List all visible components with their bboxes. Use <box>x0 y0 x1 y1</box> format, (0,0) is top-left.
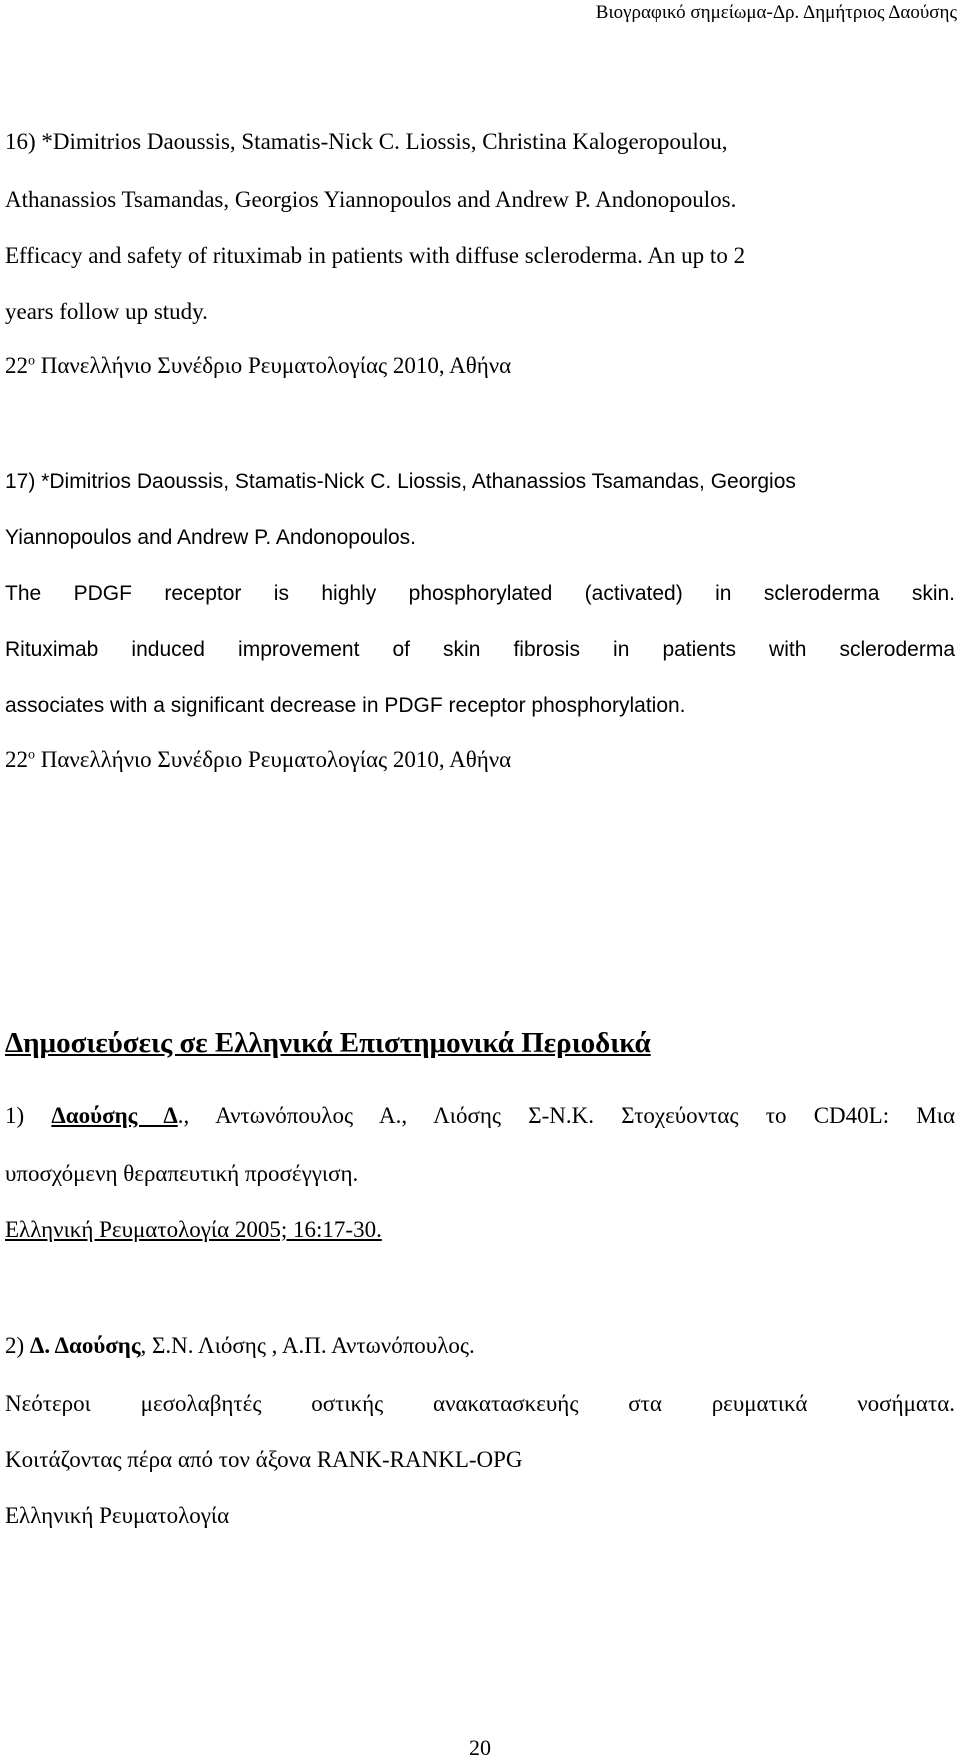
pub-title-start: Στοχεύοντας το CD40L: Μια <box>621 1103 955 1128</box>
entry-number: 2) <box>5 1333 30 1358</box>
entry-number: 1) <box>5 1103 52 1128</box>
entry-17-line-5: associates with a significant decrease in PDGF receptor phosphorylation. <box>5 694 686 717</box>
entry-17-line-4: Rituximab induced improvement of skin fibrosis in patients with scleroderma <box>5 638 955 661</box>
venue-text: Πανελλήνιο Συνέδριο Ρευματολογίας 2010, Αθήνα <box>35 353 512 378</box>
authors-rest: , Σ.Ν. Λιόσης , Α.Π. Αντωνόπουλος. <box>140 1333 475 1358</box>
entry-17-line-3: The PDGF receptor is highly phosphorylated (activated) in scleroderma skin. <box>5 582 955 605</box>
greek-pub-2-journal: Ελληνική Ρευματολογία <box>5 1503 230 1528</box>
entry-17-line-1: 17) *Dimitrios Daoussis, Stamatis-Nick C. Liossis, Athanassios Tsamandas, Georgios <box>5 470 796 493</box>
entry-17-venue <box>5 746 511 774</box>
venue-number: 22 <box>5 353 28 378</box>
greek-pub-1-journal: Ελληνική Ρευματολογία 2005; 16:17-30. <box>5 1217 382 1242</box>
venue-number: 22 <box>5 747 28 772</box>
authors-rest: ., Αντωνόπουλος Α., Λιόσης Σ-Ν.Κ. <box>177 1103 594 1128</box>
venue-ordinal: ο <box>28 353 35 369</box>
running-header: Βιογραφικό σημείωμα-Δρ. Δημήτριος Δαούσης <box>595 2 957 23</box>
highlighted-author: Δ. Δαούσης <box>29 1333 141 1358</box>
section-heading: Δημοσιεύσεις σε Ελληνικά Επιστημονικά Περιοδικά <box>5 1027 651 1059</box>
venue-ordinal: ο <box>28 747 35 763</box>
entry-16-line-3: Efficacy and safety of rituximab in patients with diffuse scleroderma. An up to 2 <box>5 243 746 268</box>
highlighted-author: Δαούσης Δ <box>51 1103 178 1128</box>
greek-pub-1-title-cont: υποσχόμενη θεραπευτική προσέγγιση. <box>5 1161 359 1186</box>
venue-text: Πανελλήνιο Συνέδριο Ρευματολογίας 2010, Αθήνα <box>35 747 512 772</box>
greek-pub-2-title-line-1: Νεότεροι μεσολαβητές οστικής ανακατασκευής στα ρευματικά νοσήματα. <box>5 1391 955 1416</box>
entry-16-line-2: Athanassios Tsamandas, Georgios Yiannopoulos and Andrew P. Andonopoulos. <box>5 187 737 212</box>
page-number: 20 <box>469 1735 491 1760</box>
greek-pub-2-authors <box>5 1332 475 1360</box>
greek-pub-2-title-line-2: Κοιτάζοντας πέρα από τον άξονα RANK-RANKL-OPG <box>5 1447 523 1472</box>
entry-16-venue <box>5 352 511 380</box>
entry-17-line-2: Yiannopoulos and Andrew P. Andonopoulos. <box>5 526 417 549</box>
greek-pub-1-line-1 <box>5 1102 955 1130</box>
entry-16-line-4: years follow up study. <box>5 299 208 324</box>
entry-16-line-1: 16) *Dimitrios Daoussis, Stamatis-Nick C. Liossis, Christina Kalogeropoulou, <box>5 129 728 154</box>
